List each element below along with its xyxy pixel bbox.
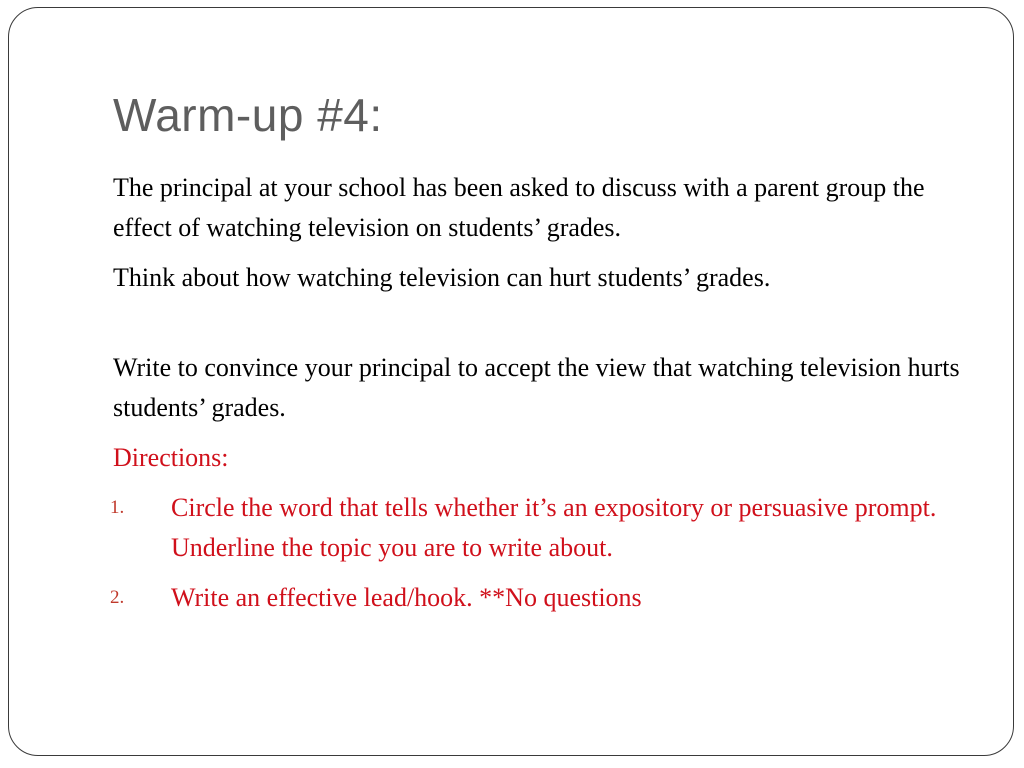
prompt-paragraph-1: The principal at your school has been asked to discuss with a parent group the effect of watching television on students’ grades. xyxy=(113,173,925,242)
direction-number-2: 2. xyxy=(110,587,125,608)
direction-item-2 xyxy=(110,578,973,618)
direction-item-1 xyxy=(110,488,973,568)
slide-body xyxy=(110,168,973,628)
direction-text-2: Write an effective lead/hook. **No questions xyxy=(171,583,642,612)
direction-number-1: 1. xyxy=(110,497,125,518)
slide-title: Warm-up #4: xyxy=(113,89,383,141)
directions-list xyxy=(110,488,973,618)
paragraph-spacer xyxy=(113,308,973,348)
prompt-paragraph-3: Write to convince your principal to accept the view that watching television hurts students’ grades. xyxy=(113,353,960,422)
directions-label: Directions: xyxy=(113,443,229,472)
prompt-paragraph-2: Think about how watching television can hurt students’ grades. xyxy=(113,263,771,292)
direction-text-1: Circle the word that tells whether it’s an expository or persuasive prompt. Underline the topic you are to write about. xyxy=(171,493,937,562)
